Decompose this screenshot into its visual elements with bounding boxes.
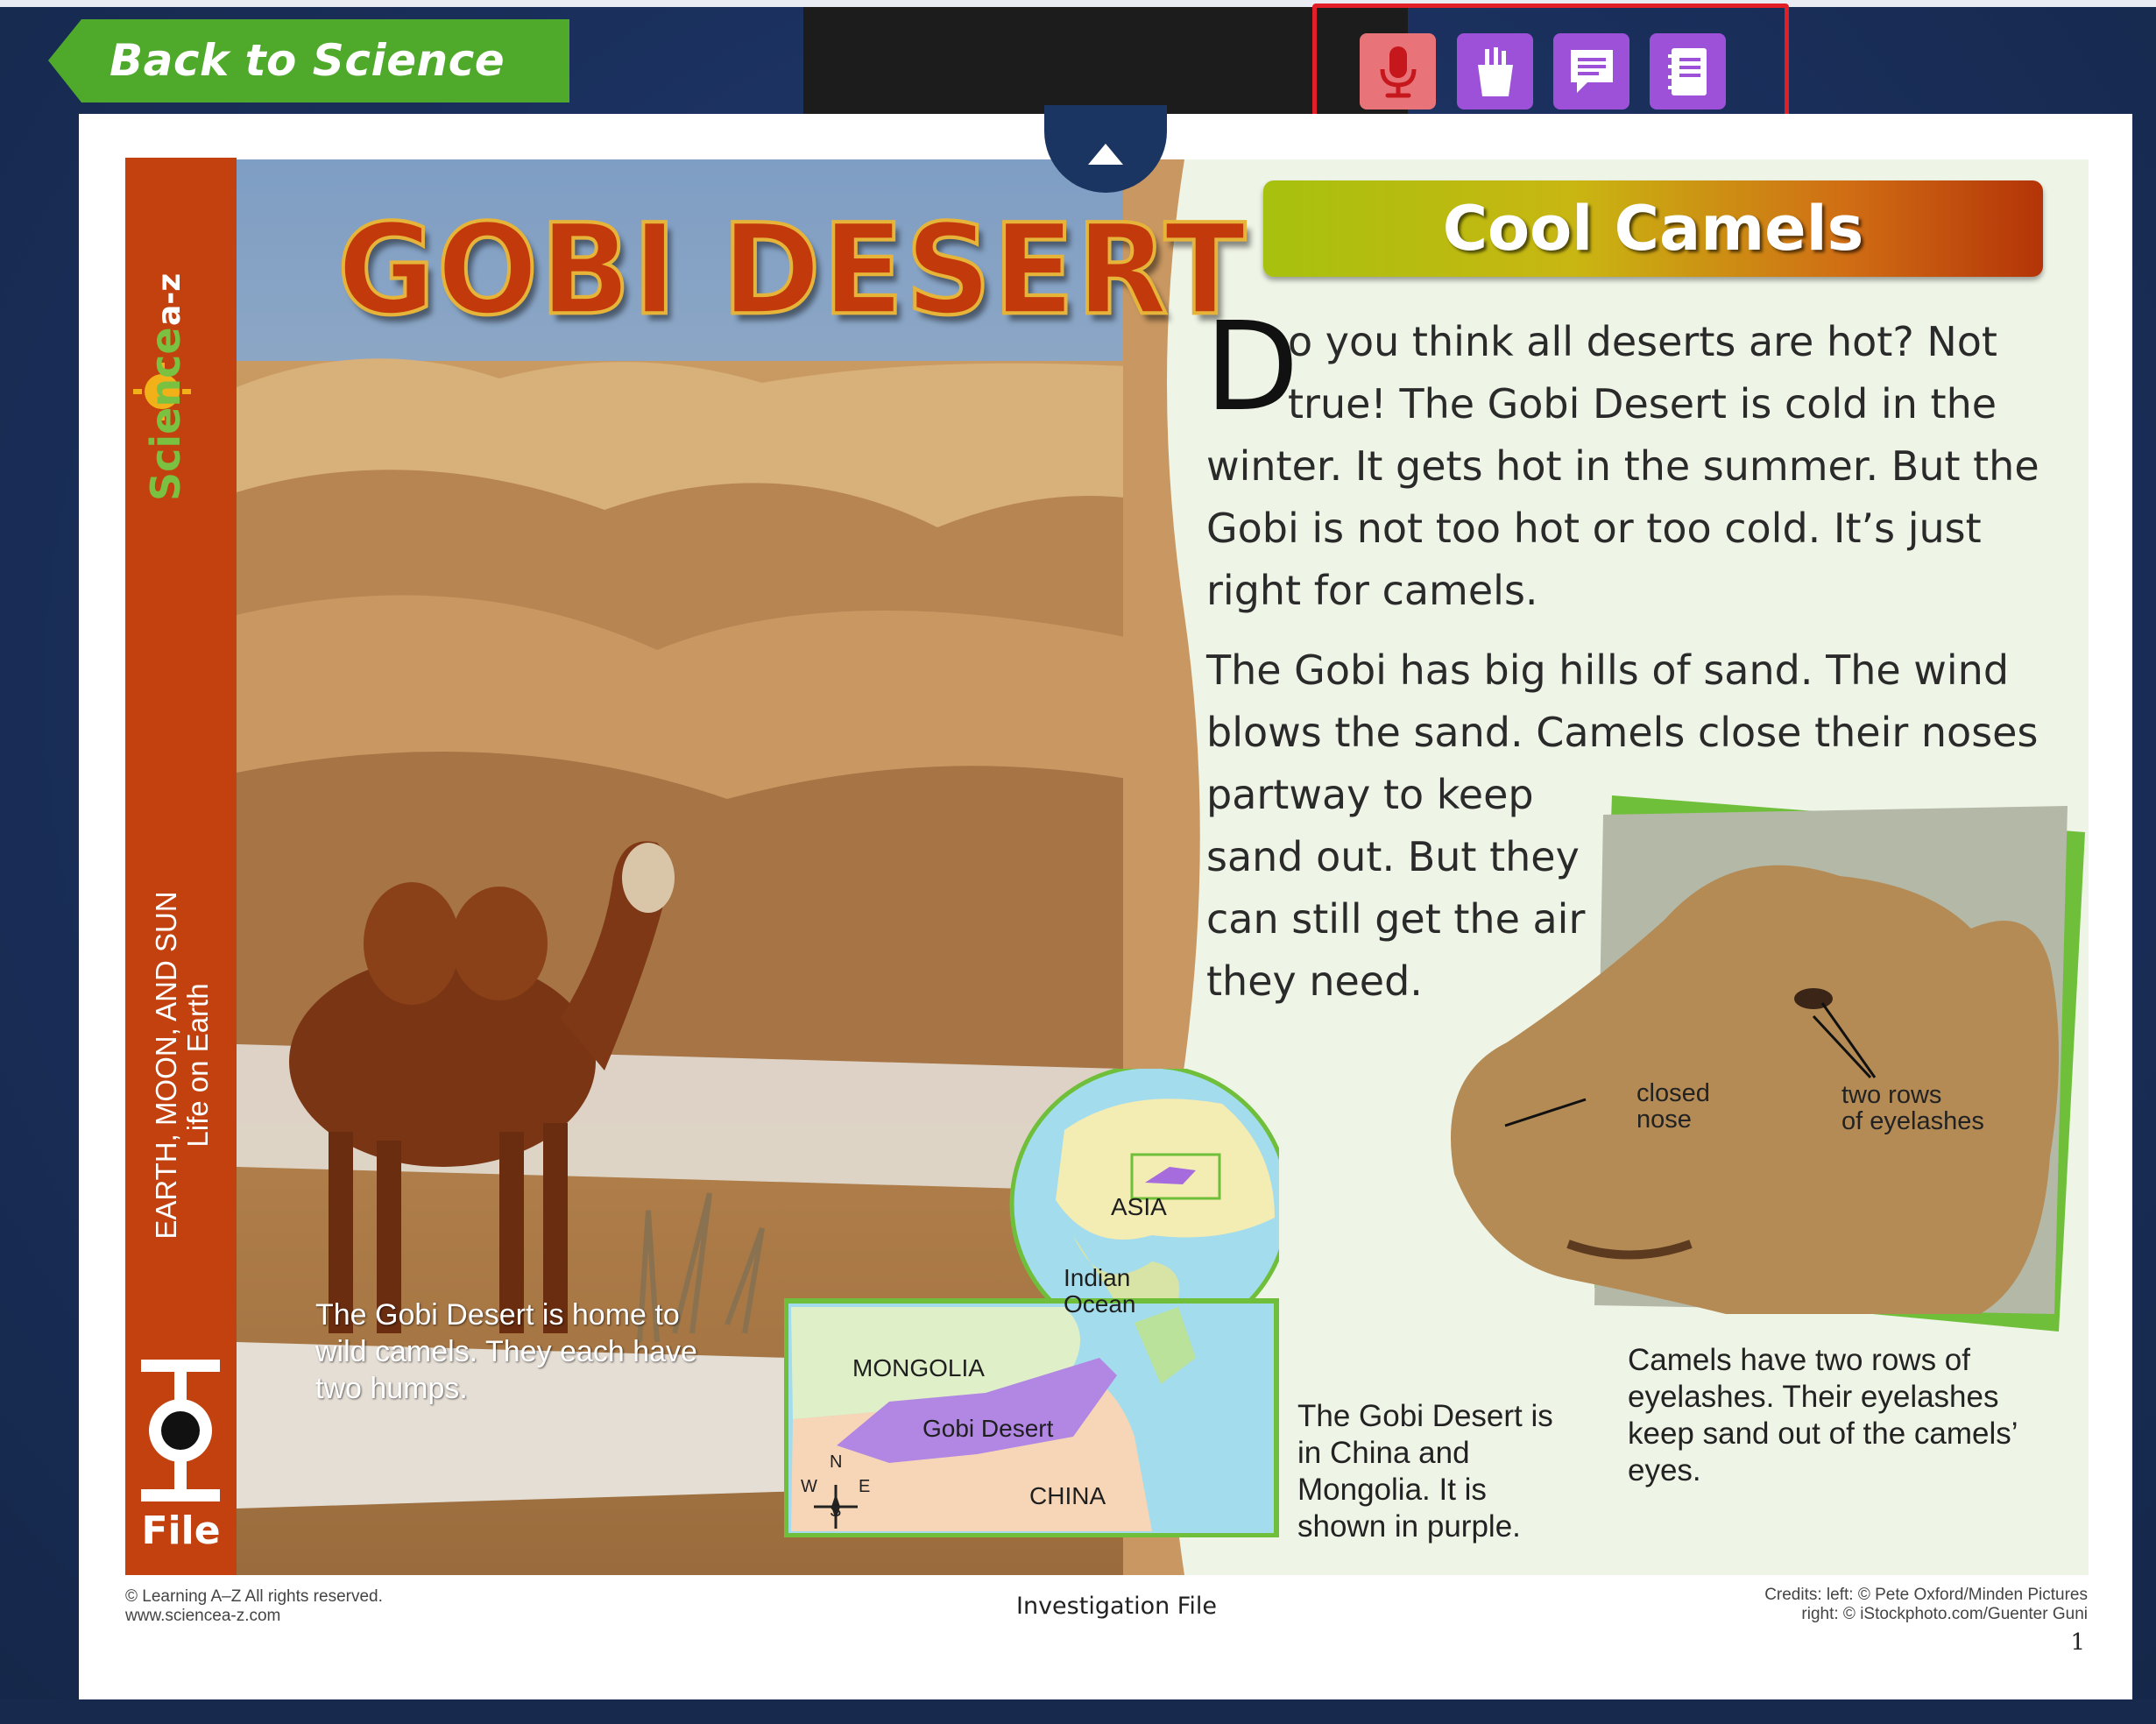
credit-left: Credits: left: © Pete Oxford/Minden Pictures (1764, 1586, 2088, 1604)
gobi-desert-title: GOBI DESERT (337, 198, 1248, 343)
notebook-icon (1666, 46, 1710, 98)
map-caption: The Gobi Desert is in China and Mongolia. It is shown in purple. (1297, 1399, 1553, 1544)
science-sidebar (125, 158, 237, 1575)
credit-right: right: © iStockphoto.com/Guenter Guni (1801, 1605, 2088, 1623)
map-label-china: CHINA (1029, 1482, 1106, 1509)
footer-copyright (125, 1587, 383, 1626)
pencil-cup-icon (1473, 46, 1518, 98)
top-border (0, 0, 2156, 7)
compass-w: W (801, 1477, 817, 1496)
compass-s: S (830, 1501, 842, 1521)
copyright-text: © Learning A–Z All rights reserved. (125, 1587, 383, 1606)
svg-text:Science: Science (142, 327, 189, 501)
back-button-label: Back to Science (110, 35, 505, 86)
map-label-mongolia: MONGOLIA (852, 1354, 985, 1381)
map-label-ocean: Ocean (1064, 1290, 1136, 1318)
footer-credits (1691, 1586, 2088, 1624)
cool-camels-banner (1263, 180, 2043, 277)
caret-up-icon (1086, 142, 1125, 166)
map-label-gobi-desert: Gobi Desert (922, 1415, 1054, 1442)
footer-title: Investigation File (1016, 1593, 1217, 1620)
photo-caption: The Gobi Desert is home to wild camels. They each have two humps. (315, 1298, 697, 1405)
paragraph-2-rest: partway to keep sand out. But they can still get the air they need. (1206, 771, 1586, 1005)
closed-nose-label-line-1: closed (1636, 1079, 1710, 1107)
file-label: File (141, 1508, 221, 1553)
drop-cap: D (1205, 296, 1299, 439)
unit-subtitle: Life on Earth (181, 983, 214, 1148)
microphone-button[interactable] (1360, 33, 1436, 110)
bottom-band (0, 1699, 2156, 1724)
article-title: Cool Camels (1442, 193, 1864, 265)
eyelashes-label-line-1: two rows (1841, 1081, 1942, 1109)
comment-icon (1568, 47, 1615, 96)
pencil-cup-button[interactable] (1457, 33, 1533, 110)
compass-e: E (859, 1477, 871, 1496)
compass-n: N (830, 1452, 843, 1472)
notebook-button[interactable] (1650, 33, 1726, 110)
paragraph-1-lead: o you think all deserts are hot? Not true! The Gobi Desert is cold in the (1288, 318, 1997, 427)
paragraph-1-rest: winter. It gets hot in the summer. But the Gobi is not too hot or too cold. It’s just right for camels. (1206, 442, 2039, 614)
website-text: www.sciencea-z.com (125, 1607, 281, 1625)
gobi-map (784, 1069, 1279, 1537)
science-az-logo (125, 168, 237, 510)
investigation-file-icon (132, 1358, 229, 1507)
back-to-science-unit-button[interactable] (48, 19, 569, 102)
page-number: 1 (2070, 1629, 2085, 1656)
eyelashes-label-line-2: of eyelashes (1841, 1107, 1984, 1135)
camel-head-photo (1437, 788, 2094, 1349)
closed-nose-label (1636, 1080, 1710, 1133)
comment-button[interactable] (1553, 33, 1629, 110)
microphone-icon (1376, 45, 1420, 99)
map-label-asia: ASIA (1111, 1193, 1167, 1220)
unit-label (151, 715, 214, 1416)
eyelashes-label (1841, 1082, 1984, 1134)
closed-nose-label-line-2: nose (1636, 1106, 1692, 1134)
camel-eyelash-caption: Camels have two rows of eyelashes. Their eyelashes keep sand out of the camels’ eyes. (1628, 1343, 2018, 1487)
map-label-indian: Indian (1064, 1264, 1131, 1291)
paragraph-2: The Gobi has big hills of sand. The wind blows the sand. Camels close their noses (1206, 646, 2039, 756)
svg-text:a-z: a-z (152, 272, 187, 326)
unit-title: EARTH, MOON, AND SUN (150, 891, 182, 1240)
